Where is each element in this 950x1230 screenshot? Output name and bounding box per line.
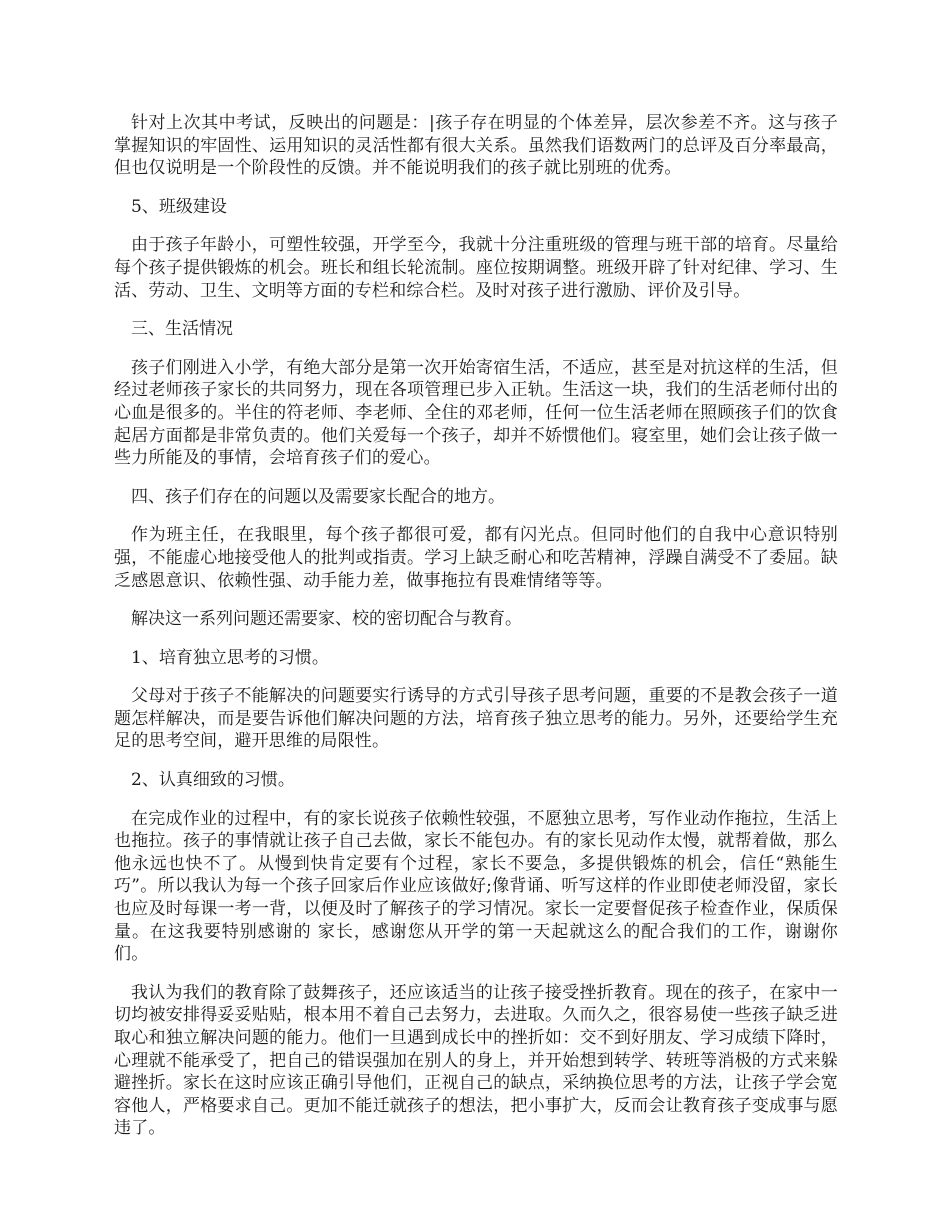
paragraph-independent-thinking: 父母对于孩子不能解决的问题要实行诱导的方式引导孩子思考问题，重要的不是教会孩子一道题怎样解决，而是要告诉他们解决问题的方法，培育孩子独立思考的能力。另外，还要给学生充足的思考空间，避开思维的局限性。 bbox=[114, 686, 838, 752]
document-page bbox=[114, 112, 838, 1156]
heading-careful-habits: 2、认真细致的习惯。 bbox=[131, 770, 295, 791]
heading-cooperation-needed: 解决这一系列问题还需要家、校的密切配合与教育。 bbox=[131, 609, 522, 630]
paragraph-class-building: 由于孩子年龄小，可塑性较强，开学至今，我就十分注重班级的管理与班干部的培育。尽量给每个孩子提供锻炼的机会。班长和组长轮流制。座位按期调整。班级开辟了针对纪律、学习、生活、劳动、卫生、文明等方面的专栏和综合栏。及时对孩子进行激励、评价及引导。 bbox=[114, 235, 838, 301]
heading-problems-and-cooperation: 四、孩子们存在的问题以及需要家长配合的地方。 bbox=[131, 486, 505, 507]
paragraph-frustration-education: 我认为我们的教育除了鼓舞孩子，还应该适当的让孩子接受挫折教育。现在的孩子，在家中一切均被安排得妥妥贴贴，根本用不着自己去努力，去进取。久而久之，很容易使一些孩子缺乏进取心和独立解决问题的能力。他们一旦遇到成长中的挫折如：交不到好朋友、学习成绩下降时，心理就不能承受了，把自己的错误强加在别人的身上，并开始想到转学、转班等消极的方式来躲避挫折。家长在这时应该正确引导他们，正视自己的缺点，采纳换位思考的方法，让孩子学会宽容他人，严格要求自己。更加不能迁就孩子的想法，把小事扩大，反而会让教育孩子变成事与愿违了。 bbox=[114, 982, 838, 1139]
heading-life-situation: 三、生活情况 bbox=[131, 319, 233, 340]
heading-class-building: 5、班级建设 bbox=[131, 196, 227, 217]
heading-independent-thinking: 1、培育独立思考的习惯。 bbox=[131, 647, 329, 668]
paragraph-exam-feedback: 针对上次其中考试，反映出的问题是：|孩子存在明显的个体差异，层次参差不齐。这与孩子掌握知识的牢固性、运用知识的灵活性都有很大关系。虽然我们语数两门的总评及百分率最高，但也仅说明是一个阶段性的反馈。并不能说明我们的孩子就比别班的优秀。 bbox=[114, 113, 838, 179]
paragraph-careful-habits: 在完成作业的过程中，有的家长说孩子依赖性较强，不愿独立思考，写作业动作拖拉，生活上也拖拉。孩子的事情就让孩子自己去做，家长不能包办。有的家长见动作太慢，就帮着做，那么他永远也快不了。从慢到快肯定要有个过程，家长不要急，多提供锻炼的机会，信任“熟能生巧”。所以我认为每一个孩子回家后作业应该做好;像背诵、听写这样的作业即使老师没留，家长也应及时每课一考一背，以便及时了解孩子的学习情况。家长一定要督促孩子检查作业，保质保量。在这我要特别感谢的 家长，感谢您从开学的第一天起就这么的配合我们的工作，谢谢你们。 bbox=[114, 808, 838, 965]
paragraph-problems: 作为班主任，在我眼里，每个孩子都很可爱，都有闪光点。但同时他们的自我中心意识特别强，不能虚心地接受他人的批判或指责。学习上缺乏耐心和吃苦精神，浮躁自满受不了委屈。缺乏感恩意识、依赖性强、动手能力差，做事拖拉有畏难情绪等等。 bbox=[114, 525, 838, 591]
paragraph-life-situation: 孩子们刚进入小学，有绝大部分是第一次开始寄宿生活，不适应，甚至是对抗这样的生活，但经过老师孩子家长的共同努力，现在各项管理已步入正轨。生活这一块，我们的生活老师付出的心血是很多的。半住的符老师、李老师、全住的邓老师，任何一位生活老师在照顾孩子们的饮食起居方面都是非常负责的。他们关爱每一个孩子，却并不娇惯他们。寝室里，她们会让孩子做一些力所能及的事情，会培育孩子们的爱心。 bbox=[114, 357, 838, 469]
